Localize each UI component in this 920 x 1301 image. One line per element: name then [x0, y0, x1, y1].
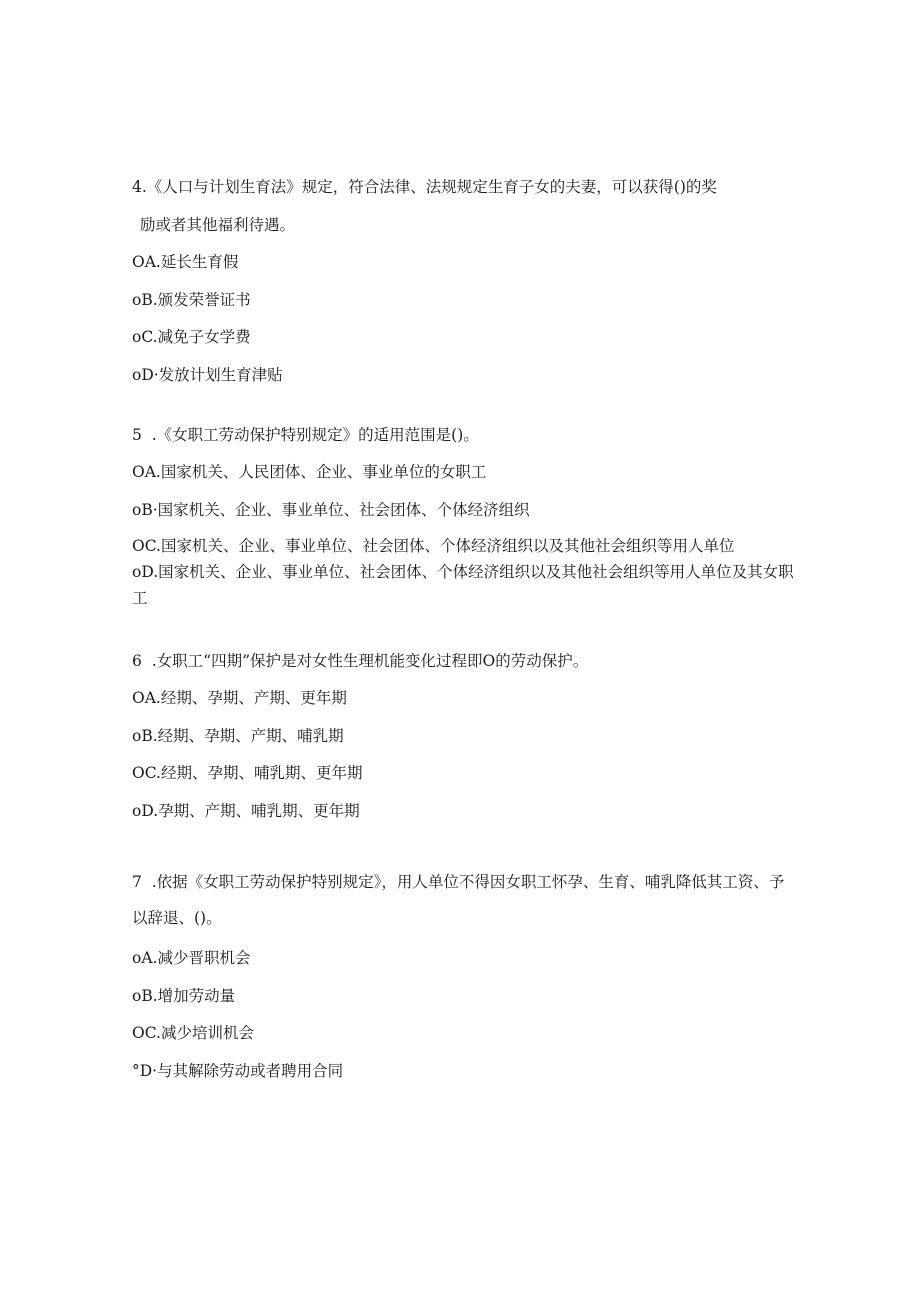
option-b[interactable]: oB.经期、孕期、产期、哺乳期	[132, 726, 344, 745]
question-7	[132, 864, 797, 1090]
question-stem: 7 .依据《女职工劳动保护特别规定》，用人单位不得因女职工怀孕、生育、哺乳降低其工资、予以辞退、()。	[132, 873, 785, 927]
option-a[interactable]: OA.国家机关、人民团体、企业、事业单位的女职工	[132, 463, 487, 481]
question-4	[132, 168, 797, 394]
option-c[interactable]: oC.减免子女学费	[132, 328, 251, 346]
option-c[interactable]: OC.减少培训机会	[132, 1024, 254, 1042]
option-a[interactable]: OA.延长生育假	[132, 253, 239, 271]
question-stem: 4.《人口与计划生育法》规定，符合法律、法规规定生育子女的夫妻，可以获得()的奖	[132, 178, 717, 196]
question-5	[132, 416, 797, 613]
question-stem: 5 .《女职工劳动保护特别规定》的适用范围是()。	[132, 426, 479, 444]
option-d[interactable]: oD.孕期、产期、哺乳期、更年期	[132, 801, 360, 820]
option-c[interactable]: OC.经期、孕期、哺乳期、更年期	[132, 764, 363, 782]
option-b[interactable]: oB.颁发荣誉证书	[132, 290, 251, 309]
option-a[interactable]: oA.减少晋职机会	[132, 949, 251, 967]
option-b[interactable]: oB.增加劳动量	[132, 986, 236, 1005]
option-d[interactable]: oD·发放计划生育津贴	[132, 365, 283, 384]
option-c[interactable]: OC.国家机关、企业、事业单位、社会团体、个体经济组织以及其他社会组织等用人单位	[132, 537, 735, 555]
question-stem-continued: 励或者其他福利待遇。	[140, 216, 296, 234]
option-b[interactable]: oB·国家机关、企业、事业单位、社会团体、个体经济组织	[132, 500, 530, 519]
option-a[interactable]: OA.经期、孕期、产期、更年期	[132, 689, 347, 707]
option-d[interactable]: °D·与其解除劳动或者聘用合同	[132, 1061, 344, 1080]
question-6	[132, 642, 797, 830]
question-stem: 6 .女职工“四期”保护是对女性生理机能变化过程即O的劳动保护。	[132, 652, 589, 670]
option-d[interactable]: oD.国家机关、企业、事业单位、社会团体、个体经济组织以及其他社会组织等用人单位及其女职工	[132, 563, 794, 607]
